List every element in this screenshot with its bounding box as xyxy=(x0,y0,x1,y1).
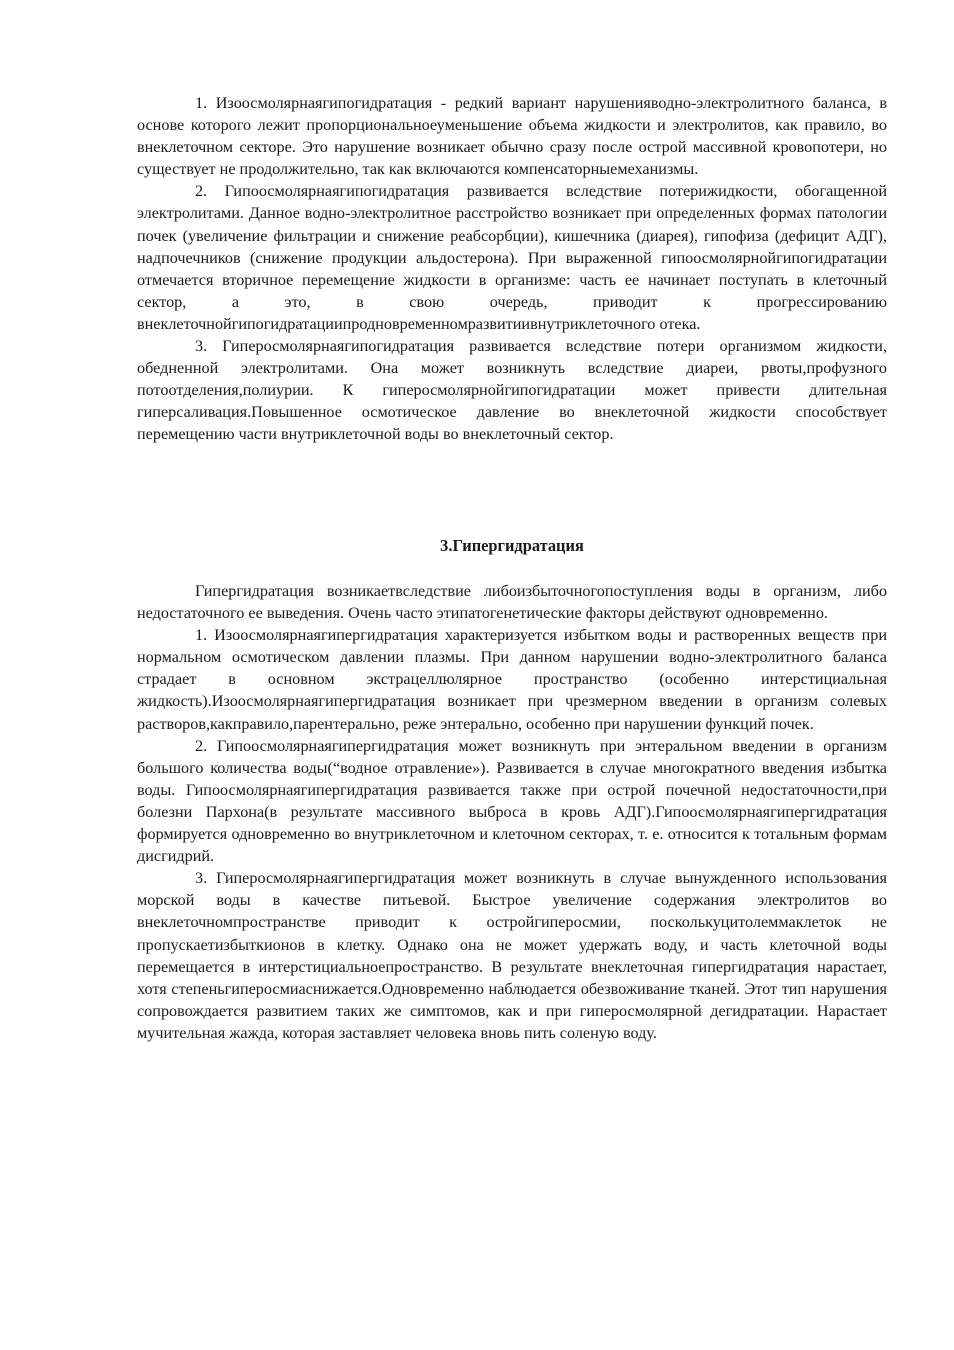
paragraph-hypoosmolar-hypohydration: 2. Гипоосмолярнаягипогидратация развивается вследствие потерижидкости, обогащенной электролитами. Данное водно-электролитное расстройство возникает при определенных формах патологии почек (увеличение фильтрации и снижение реабсорбции), кишечника (диарея), гипофиза (дефицит АДГ), надпочечников (снижение продукции альдостерона). При выраженной гипоосмолярнойгипогидратации отмечается вторичное перемещение жидкости в организме: часть ее начинает поступать в клеточный сектор, а это, в свою очередь, приводит к прогрессированию внеклеточнойгипогидратациипродновременномразвитиивнутриклеточного отека. xyxy=(137,182,887,333)
paragraph-hypoosmolar-hyperhydration: 2. Гипоосмолярнаягипергидратация может возникнуть при энтеральном введении в организм большого количества воды(“водное отравление»). Развивается в случае многократного введения избытка воды. Гипоосмолярнаягипергидратация развивается также при острой почечной недостаточности,при болезни Пархона(в результате массивного выброса в кровь АДГ).Гипоосмолярнаягипергидратация формируется одновременно во внутриклеточном и клеточном секторах, т. е. относится к тотальным формам дисгидрий. xyxy=(137,736,887,866)
paragraph-isoosmolar-hypohydration: 1. Изоосмолярнаягипогидратация - редкий вариант нарушенияводно-электролитного баланса, в основе которого лежит пропорциональноеуменьшение объема жидкости и электролитов, как правило, во внеклеточном секторе. Это нарушение возникает обычно сразу после острой массивной кровопотери, но существует не продолжительно, так как включаются компенсаторныемеханизмы. xyxy=(137,94,887,179)
section-hypohydration-text xyxy=(137,92,887,446)
paragraph-isoosmolar-hyperhydration: 1. Изоосмолярнаягипергидратация характеризуется избытком воды и растворенных веществ при нормальном осмотическом давлении плазмы. При данном нарушении водно-электролитного баланса страдает в основном экстрацеллюлярное пространство (особенно интерстициальная жидкость).Изоосмолярнаягипергидратация возникает при чрезмерном введении в организм солевых растворов,какправило,парентерально, реже энтерально, особенно при нарушении функций почек. xyxy=(137,626,887,733)
paragraph-hyperosmolar-hyperhydration: 3. Гиперосмолярнаягипергидратация может возникнуть в случае вынужденного использования морской воды в качестве питьевой. Быстрое увеличение содержания электролитов во внеклеточномпространстве приводит к остройгиперосмии, посколькуцитолеммаклеток не пропускаетизбыткионов в клетку. Однако она не может удержать воду, и часть клеточной воды перемещается в интерстициальноепространство. В результате внеклеточная гипергидратация нарастает, хотя степеньгиперосмиаснижается.Одновременно наблюдается обезвоживание тканей. Этот тип нарушения сопровождается развитием таких же симптомов, как и при гиперосмолярной дегидратации. Нарастает мучительная жажда, которая заставляет человека вновь пить соленую воду. xyxy=(137,869,887,1042)
paragraph-hyperosmolar-hypohydration: 3. Гиперосмолярнаягипогидратация развивается вследствие потери организмом жидкости, обедненной электролитами. Она может возникнуть вследствие диареи, рвоты,профузного потоотделения,полиурии. К гиперосмолярнойгипогидратации может привести длительная гиперсаливация.Повышенное осмотическое давление во внеклеточной жидкости способствует перемещению части внутриклеточной воды во внеклеточный сектор. xyxy=(137,337,887,444)
section-hyperhydration-text xyxy=(137,580,887,1044)
paragraph-hyperhydration-intro: Гипергидратация возникаетвследствие либоизбыточногопоступления воды в организм, либо недостаточного ее выведения. Очень часто этипатогенетические факторы действуют одновременно. xyxy=(137,582,887,623)
section-heading-hyperhydration: 3.Гипергидратация xyxy=(440,536,584,555)
